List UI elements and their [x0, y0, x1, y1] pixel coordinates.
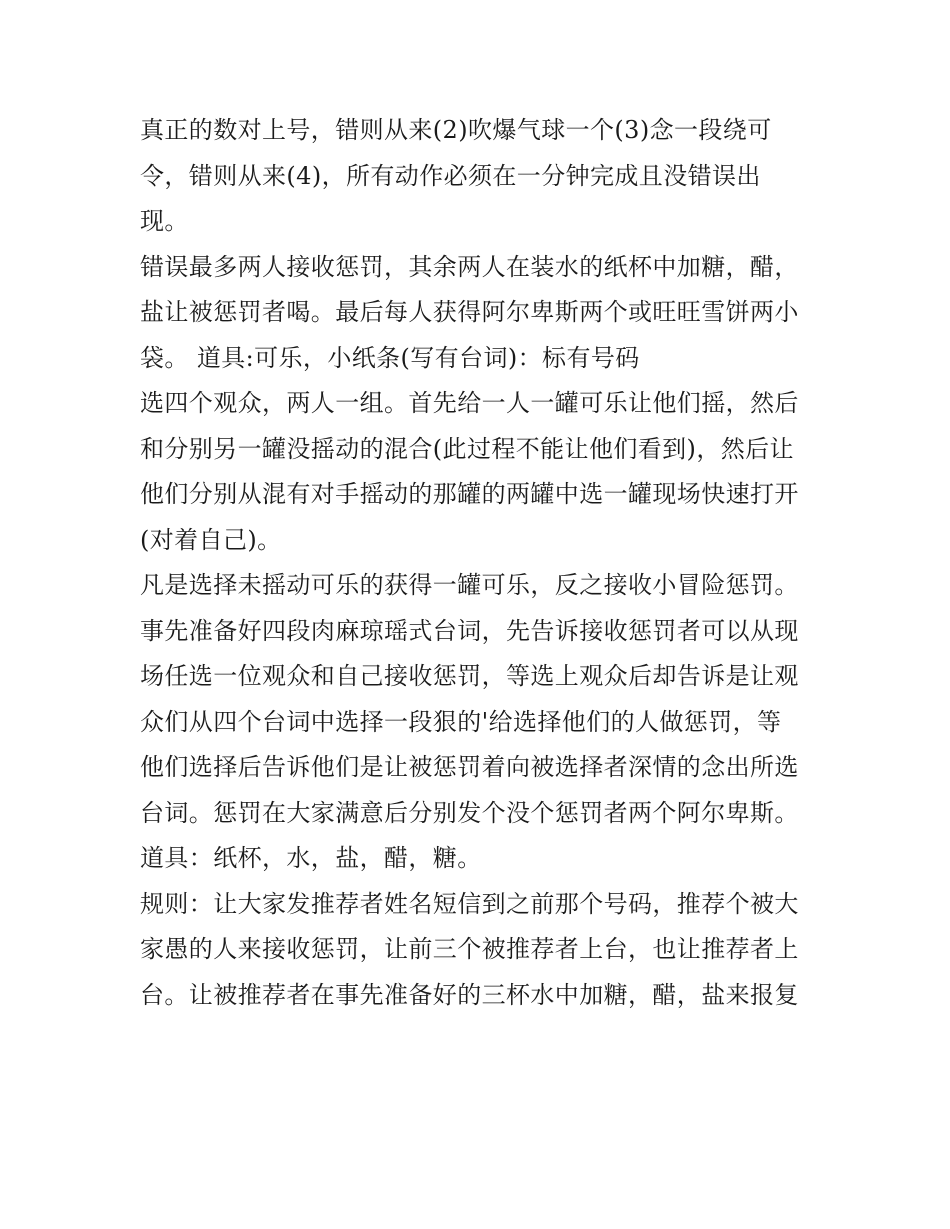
- text-line: 错误最多两人接收惩罚，其余两人在装水的纸杯中加糖，醋，: [140, 252, 799, 281]
- text-line: 他们选择后告诉他们是让被惩罚着向被选择者深情的念出所选: [140, 753, 799, 781]
- body-text: [140, 108, 820, 1018]
- text-line: 事先准备好四段肉麻琼瑶式台词，先告诉接收惩罚者可以从现: [140, 616, 799, 645]
- text-line: 令，错则从来(4)，所有动作必须在一分钟完成且没错误出: [140, 161, 761, 190]
- text-line: 道具：纸杯，水，盐，醋，糖。: [140, 844, 482, 872]
- text-line: 袋。 道具:可乐，小纸条(写有台词)：标有号码: [140, 343, 640, 372]
- text-line: 台词。惩罚在大家满意后分别发个没个惩罚者两个阿尔卑斯。: [140, 798, 799, 827]
- text-line: 选四个观众，两人一组。首先给一人一罐可乐让他们摇，然后: [140, 389, 799, 417]
- text-line: 场任选一位观众和自己接收惩罚，等选上观众后却告诉是让观: [140, 662, 799, 690]
- text-line: 他们分别从混有对手摇动的那罐的两罐中选一罐现场快速打开: [140, 480, 799, 508]
- text-line: 真正的数对上号，错则从来(2)吹爆气球一个(3)念一段绕可: [140, 116, 772, 144]
- text-line: (对着自己)。: [140, 525, 282, 554]
- text-line: 盐让被惩罚者喝。最后每人获得阿尔卑斯两个或旺旺雪饼两小: [140, 298, 799, 326]
- text-line: 台。让被推荐者在事先准备好的三杯水中加糖，醋，盐来报复: [140, 980, 799, 1009]
- text-line: 规则：让大家发推荐者姓名短信到之前那个号码，推荐个被大: [140, 889, 799, 918]
- text-line: 和分别另一罐没摇动的混合(此过程不能让他们看到)，然后让: [140, 434, 794, 463]
- text-line: 家愚的人来接收惩罚，让前三个被推荐者上台，也让推荐者上: [140, 935, 799, 963]
- text-line: 众们从四个台词中选择一段狠的'给选择他们的人做惩罚，等: [140, 707, 782, 736]
- text-line: 现。: [140, 207, 189, 235]
- text-line: 凡是选择未摇动可乐的获得一罐可乐，反之接收小冒险惩罚。: [140, 571, 799, 599]
